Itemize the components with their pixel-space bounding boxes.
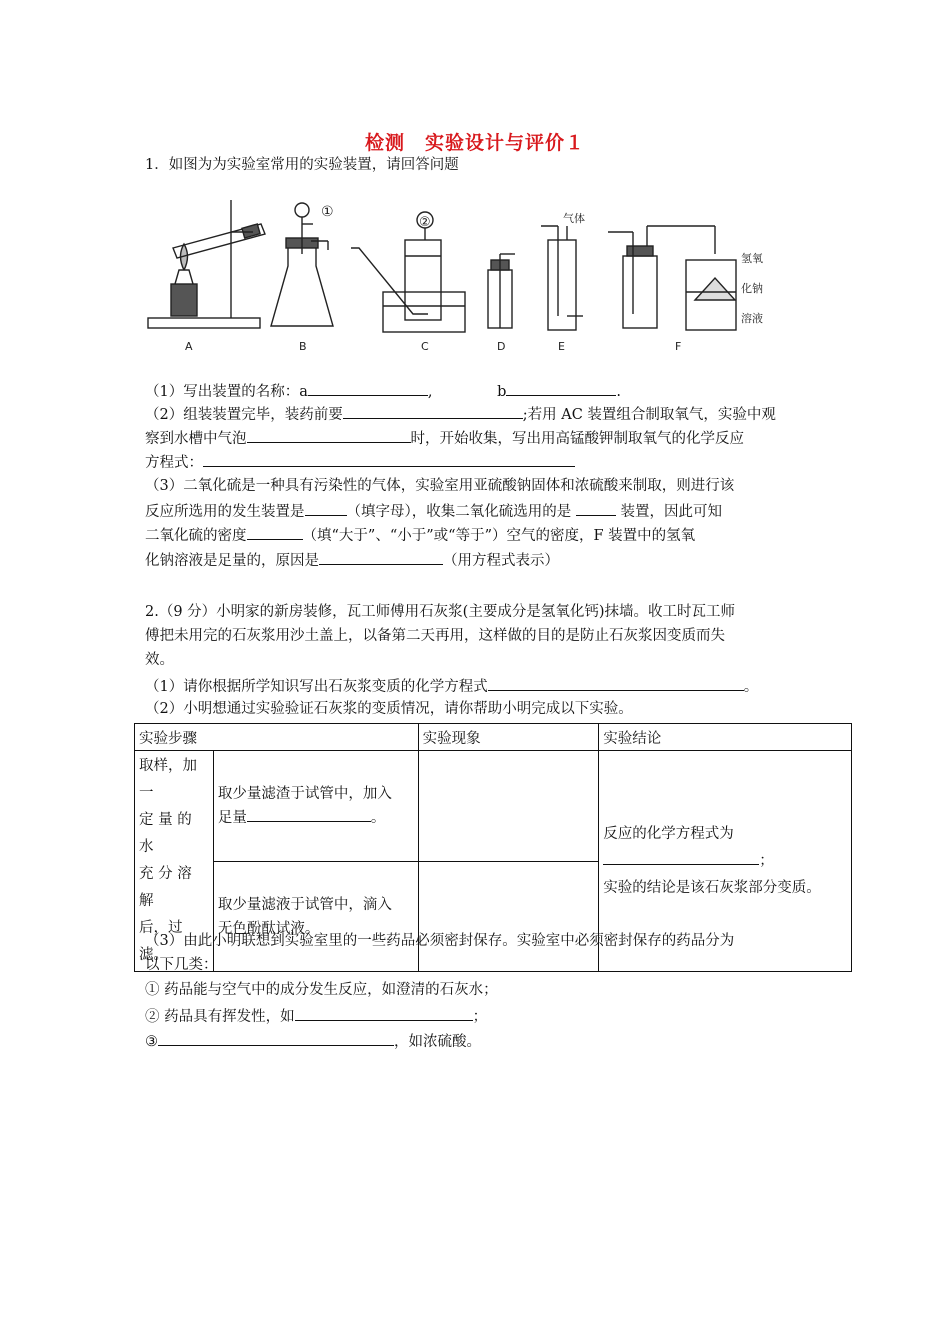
apparatus-c (351, 212, 465, 332)
q2-part3-line1: （3）由此小明联想到实验室里的一些药品必须密封保存。实验室中必须密封保存的药品分为 (145, 933, 735, 949)
q2-item3-end: ，如浓硫酸。 (394, 1034, 481, 1050)
q2-line2: 傅把未用完的石灰浆用沙土盖上，以备第二天再用，这样做的目的是防止石灰浆因变质而失 (145, 628, 725, 644)
q2-part1-end: 。 (743, 679, 759, 695)
q2-part1 (145, 675, 835, 697)
figure-gas-label: 气体 (563, 212, 585, 225)
answer-blank-generator[interactable] (305, 500, 347, 516)
step-main-line-2: 定 量 的 水 (139, 812, 192, 855)
step2-line-1: 取少量滤液于试管中，滴入 (217, 896, 392, 913)
conclusion-line-1: 反应的化学方程式为 (603, 825, 734, 842)
answer-blank-a[interactable] (308, 380, 428, 396)
figure-naoh-label-2: 化钠 (741, 282, 763, 295)
q1-part3-text-5: （填“大于”、“小于”或“等于”）空气的密度，F 装置中的氢氧 (302, 528, 696, 544)
q1-part3-text-6: 化钠溶液是足量的，原因是 (145, 553, 319, 569)
q2-line3: 效。 (145, 652, 174, 668)
q1-part1-a-label: （1）写出装置的名称：a (145, 384, 308, 400)
figure-label-b: B (299, 340, 307, 353)
q2-part2: （2）小明想通过实验验证石灰浆的变质情况，请你帮助小明完成以下实验。 (145, 701, 633, 717)
table-header-conclusion: 实验结论 (599, 724, 852, 751)
answer-blank-lime-equation[interactable] (488, 675, 744, 691)
figure-naoh-label-3: 溶液 (741, 312, 763, 325)
conclusion-line-2: 实验的结论是该石灰浆部分变质。 (603, 879, 821, 896)
q1-part3-line2 (145, 500, 835, 522)
answer-blank-check[interactable] (343, 403, 523, 419)
q1-part3-line1: （3）二氧化硫是一种具有污染性的气体，实验室用亚硫酸钠固体和浓硫酸来制取，则进行该 (145, 478, 735, 494)
q2-item2-text: ② 药品具有挥发性，如 (145, 1009, 295, 1025)
q1-part3-text-3: 装置，因此可知 (620, 504, 722, 520)
answer-blank-bubbles[interactable] (247, 427, 411, 443)
table-step-1 (213, 751, 418, 862)
answer-blank-collector[interactable] (576, 500, 616, 516)
q2-item3-text: ③ (145, 1034, 158, 1050)
table-header-phenomena: 实验现象 (418, 724, 599, 751)
q1-part3-text-2: （填字母），收集二氧化硫选用的是 (346, 504, 572, 520)
step1-end: 。 (370, 810, 386, 827)
figure-label-d: D (497, 340, 506, 353)
figure-circle-1: ① (321, 204, 334, 220)
q1-part2-text-4: 时，开始收集，写出用高锰酸钾制取氧气的化学反应 (410, 431, 744, 447)
q1-part2-text-3: 察到水槽中气泡 (145, 431, 247, 447)
q2-line1: 2.（9 分）小明家的新房装修，瓦工师傅用石灰浆(主要成分是氢氧化钙)抹墙。收工时瓦工师 (145, 604, 735, 620)
step-main-line-4: 后，过滤。 (139, 920, 183, 963)
q1-part3-text-4: 二氧化硫的密度 (145, 528, 247, 544)
q1-part2-text-5: 方程式： (145, 455, 203, 471)
q1-part3-line4 (145, 549, 835, 571)
q2-item3 (145, 1030, 835, 1052)
conclusion-line-1-end: ； (759, 852, 774, 869)
table-header-steps: 实验步骤 (135, 724, 419, 751)
table-phenomenon-1[interactable] (418, 751, 599, 862)
answer-blank-volatile[interactable] (295, 1005, 473, 1021)
apparatus-b (271, 203, 333, 326)
step1-line-2: 足量 (217, 810, 247, 827)
figure-label-c: C (421, 340, 429, 353)
q2-item1: ① 药品能与空气中的成分发生反应，如澄清的石灰水； (145, 982, 498, 998)
q1-part3-text-1: 反应所选用的发生装置是 (145, 504, 305, 520)
answer-blank-reagent[interactable] (247, 806, 371, 822)
q2-part3-line2: 以下几类： (145, 957, 218, 973)
q1-part2-line1 (145, 403, 835, 425)
step1-line-1: 取少量滤渣于试管中，加入 (217, 786, 392, 803)
q1-part1: （1）写出装置的名称：a , b . (145, 380, 835, 402)
q1-part3-line3 (145, 524, 835, 546)
answer-blank-b[interactable] (506, 380, 616, 396)
apparatus-d (488, 254, 515, 328)
q1-part2-line3 (145, 451, 835, 473)
q1-part2-line2 (145, 427, 835, 449)
figure-label-f: F (675, 340, 682, 353)
page-title: 检测 实验设计与评价１ (364, 132, 585, 154)
apparatus-figure (143, 196, 783, 366)
q1-part1-b-label: b (497, 384, 507, 400)
q1-part3-text-7: （用方程式表示） (443, 553, 559, 569)
figure-label-a: A (185, 340, 193, 353)
q1-part2-text-2: ;若用 AC 装置组合制取氧气，实验中观 (522, 407, 776, 423)
answer-blank-absorb[interactable] (158, 1030, 394, 1046)
q1-part2-text-1: （2）组装装置完毕，装药前要 (145, 407, 343, 423)
step-main-line-3: 充 分 溶 解 (139, 866, 192, 909)
figure-naoh-label-1: 氢氧 (741, 252, 763, 265)
answer-blank-equation[interactable] (203, 451, 575, 467)
q2-part1-text: （1）请你根据所学知识写出石灰浆变质的化学方程式 (145, 679, 488, 695)
step-main-line-1: 取样，加一 (139, 758, 197, 801)
answer-blank-naoh-equation[interactable] (319, 549, 443, 565)
q1-part1-end: . (616, 384, 621, 400)
figure-circle-2: ② (419, 215, 431, 230)
apparatus-a (148, 200, 265, 328)
apparatus-e (541, 226, 583, 330)
answer-blank-conclusion-equation[interactable] (603, 849, 759, 865)
q2-item2 (145, 1005, 835, 1027)
apparatus-f (608, 226, 736, 330)
figure-label-e: E (558, 340, 565, 353)
q2-item2-end: ； (472, 1009, 488, 1025)
q1-stem: 1．如图为为实验室常用的实验装置，请回答问题 (145, 157, 459, 173)
answer-blank-density[interactable] (247, 524, 303, 540)
step2-line-2: 无色酚酞试液。 (217, 920, 320, 937)
